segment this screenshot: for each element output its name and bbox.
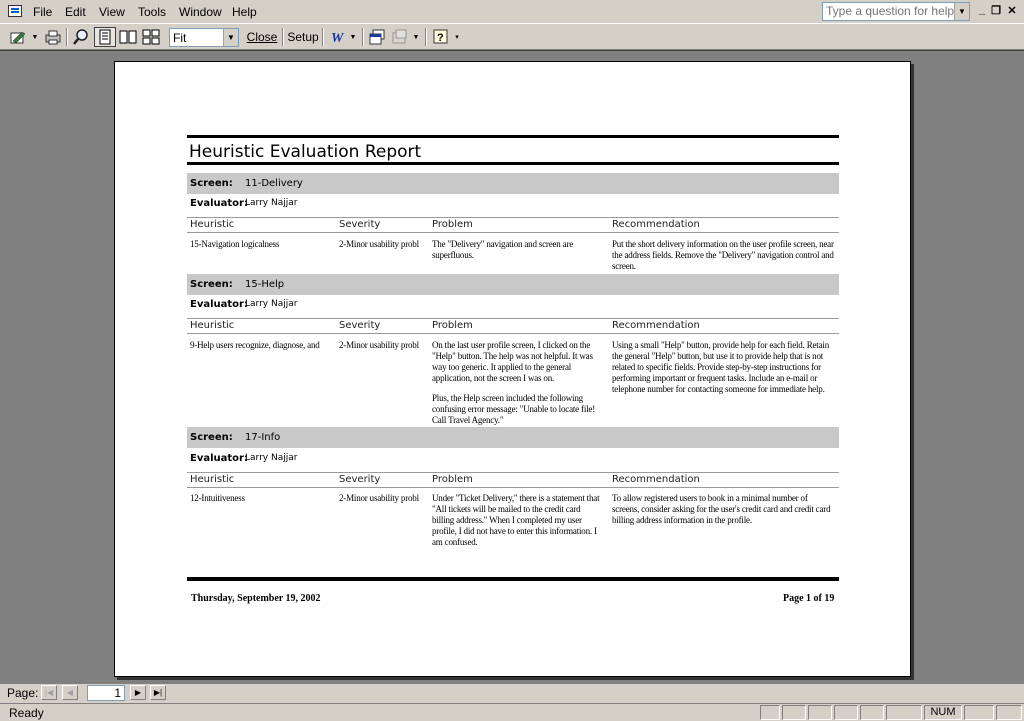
column-recommendation: Recommendation: [612, 474, 700, 485]
report-window-icon[interactable]: [8, 5, 22, 17]
screen-band: [187, 427, 839, 448]
zoom-select[interactable]: [169, 28, 239, 47]
evaluator-value: Larry Najjar: [245, 453, 298, 463]
status-panel: [886, 705, 922, 720]
footer-rule: [187, 577, 839, 581]
screen-value: 17-Info: [245, 432, 281, 443]
severity-cell: 2-Minor usability probl: [339, 493, 419, 503]
menu-edit[interactable]: Edit: [65, 5, 86, 19]
two-pages-button[interactable]: [118, 27, 138, 47]
new-object-dropdown[interactable]: ▼: [412, 33, 420, 41]
view-design-button[interactable]: [8, 27, 30, 47]
database-window-icon: [368, 29, 386, 45]
view-dropdown-arrow[interactable]: ▼: [31, 33, 39, 41]
column-recommendation: Recommendation: [612, 219, 700, 230]
column-header-rule: [187, 232, 839, 233]
close-preview-button[interactable]: Close: [246, 30, 278, 44]
recommendation-cell: Using a small "Help" button, provide help for each field. Retain the general "Help" button, but use it to provide help that is not related to specific fields. Provide step-by-step instructions for performing important or frequent tasks. Include an e-mail or telephone number for contacting someone for immediate help.: [612, 340, 829, 394]
previous-page-icon: ◀: [66, 688, 74, 697]
column-header-rule: [187, 472, 839, 473]
problem-cell: On the last user profile screen, I clicked on the "Help" button. The help was not helpful. It was way too generic. It applied to the general application, not the screen I was on.: [432, 340, 593, 383]
print-preview-toolbar: [0, 23, 1024, 50]
multiple-pages-button[interactable]: [141, 27, 161, 47]
evaluator-row: [187, 299, 839, 315]
severity-cell: 2-Minor usability probl: [339, 239, 419, 249]
office-links-dropdown[interactable]: ▼: [349, 33, 357, 41]
menu-window[interactable]: Window: [179, 5, 222, 19]
zoom-value: Fit: [173, 31, 187, 45]
first-page-icon: |◀: [44, 688, 54, 697]
evaluator-value: Larry Najjar: [245, 198, 298, 208]
two-pages-icon: [119, 29, 137, 45]
column-problem: Problem: [432, 219, 473, 230]
toolbar-separator: [322, 28, 324, 46]
next-page-icon: ▶: [134, 688, 142, 697]
new-object-icon: [391, 29, 409, 45]
multiple-pages-icon: [142, 29, 160, 45]
column-severity: Severity: [339, 219, 381, 230]
ask-question-box[interactable]: [822, 2, 970, 21]
magnifier-icon: [72, 28, 90, 46]
column-severity: Severity: [339, 320, 381, 331]
recommendation-cell: To allow registered users to book in a minimal number of screens, consider asking for the user's credit card and credit card billing address information in the profile.: [612, 493, 831, 525]
screen-band: [187, 173, 839, 194]
problem-cell-continued: Plus, the Help screen included the following confusing error message: "Unable to locate file! Call Travel Agency.": [432, 393, 596, 425]
severity-cell: 2-Minor usability probl: [339, 340, 419, 350]
screen-label: Screen:: [190, 279, 233, 290]
one-page-button[interactable]: [94, 27, 116, 47]
ask-question-input[interactable]: [823, 3, 954, 19]
database-window-button[interactable]: [367, 27, 387, 47]
screen-label: Screen:: [190, 432, 233, 443]
menu-view[interactable]: View: [99, 5, 125, 19]
column-header-rule: [187, 487, 839, 488]
footer-page-number: Page 1 of 19: [783, 593, 835, 604]
status-panel: [834, 705, 858, 720]
page-setup-button[interactable]: Setup: [287, 30, 319, 44]
one-page-icon: [98, 29, 112, 45]
chevron-down-icon[interactable]: ▼: [954, 3, 969, 20]
heuristic-cell: 12-Intuitiveness: [190, 493, 245, 503]
column-header-rule: [187, 217, 839, 218]
report-page: [114, 61, 911, 677]
page-navigation-bar: [0, 684, 1024, 703]
status-bar: [0, 703, 1024, 721]
status-panel: [760, 705, 780, 720]
column-heuristic: Heuristic: [190, 320, 235, 331]
chevron-down-icon[interactable]: ▼: [223, 29, 238, 46]
column-header-rule: [187, 318, 839, 319]
screen-value: 11-Delivery: [245, 178, 303, 189]
help-button[interactable]: [431, 27, 451, 47]
status-panel: [808, 705, 832, 720]
column-heuristic: Heuristic: [190, 474, 235, 485]
title-top-rule: [187, 135, 839, 138]
num-lock-indicator: NUM: [924, 705, 962, 720]
print-button[interactable]: [43, 27, 63, 47]
screen-band: [187, 274, 839, 295]
evaluator-value: Larry Najjar: [245, 299, 298, 309]
column-problem: Problem: [432, 474, 473, 485]
toolbar-separator: [425, 28, 427, 46]
word-icon: [329, 29, 347, 45]
heuristic-cell: 9-Help users recognize, diagnose, and: [190, 340, 320, 350]
restore-icon[interactable]: ❐: [991, 5, 1001, 17]
previous-page-button[interactable]: [62, 685, 78, 700]
heuristic-cell: 15-Navigation logicalness: [190, 239, 280, 249]
status-panel: [996, 705, 1022, 720]
menu-file[interactable]: File: [33, 5, 53, 19]
status-panel: [964, 705, 994, 720]
page-number-input[interactable]: 1: [87, 685, 125, 701]
menu-help[interactable]: Help: [232, 5, 257, 19]
first-page-button[interactable]: [41, 685, 57, 700]
evaluator-label: Evaluator:: [190, 299, 248, 310]
report-title: Heuristic Evaluation Report: [189, 142, 422, 162]
evaluator-row: [187, 198, 839, 214]
evaluator-label: Evaluator:: [190, 198, 248, 209]
last-page-button[interactable]: [150, 685, 166, 700]
zoom-button[interactable]: [71, 27, 91, 47]
toolbar-separator: [66, 28, 68, 46]
menu-bar: [0, 0, 1024, 23]
column-header-rule: [187, 333, 839, 334]
status-text: Ready: [9, 706, 44, 720]
minimize-icon[interactable]: _: [978, 4, 986, 16]
last-page-icon: ▶|: [153, 688, 163, 697]
column-severity: Severity: [339, 474, 381, 485]
svg-text:W: W: [331, 31, 344, 45]
svg-text:?: ?: [437, 32, 444, 44]
next-page-button[interactable]: [130, 685, 146, 700]
close-icon[interactable]: ✕: [1007, 5, 1017, 17]
help-question-icon: [432, 29, 450, 45]
page-label: Page:: [7, 686, 39, 700]
printer-icon: [44, 29, 62, 45]
screen-label: Screen:: [190, 178, 233, 189]
print-preview-area[interactable]: [0, 50, 1024, 684]
column-problem: Problem: [432, 320, 473, 331]
column-recommendation: Recommendation: [612, 320, 700, 331]
problem-cell: The "Delivery" navigation and screen are superfluous.: [432, 239, 574, 260]
menu-tools[interactable]: Tools: [138, 5, 167, 19]
status-panel: [782, 705, 806, 720]
problem-cell: Under "Ticket Delivery," there is a statement that "All tickets will be mailed to the credit card billing address." When I completed my user profile, I did not have to enter this information. I am confused.: [432, 493, 600, 547]
footer-date: Thursday, September 19, 2002: [191, 593, 321, 604]
evaluator-row: [187, 453, 839, 469]
new-object-button[interactable]: [390, 27, 410, 47]
column-heuristic: Heuristic: [190, 219, 235, 230]
office-links-button[interactable]: [328, 27, 348, 47]
status-panel: [860, 705, 884, 720]
title-bottom-rule: [187, 162, 839, 165]
toolbar-separator: [282, 28, 284, 46]
toolbar-options-dropdown[interactable]: ▾: [455, 34, 459, 41]
evaluator-label: Evaluator:: [190, 453, 248, 464]
screen-value: 15-Help: [245, 279, 285, 290]
recommendation-cell: Put the short delivery information on the user profile screen, near the address fields. Remove the "Delivery" navigation control and screen.: [612, 239, 834, 271]
design-view-icon: [10, 29, 28, 45]
toolbar-separator: [362, 28, 364, 46]
